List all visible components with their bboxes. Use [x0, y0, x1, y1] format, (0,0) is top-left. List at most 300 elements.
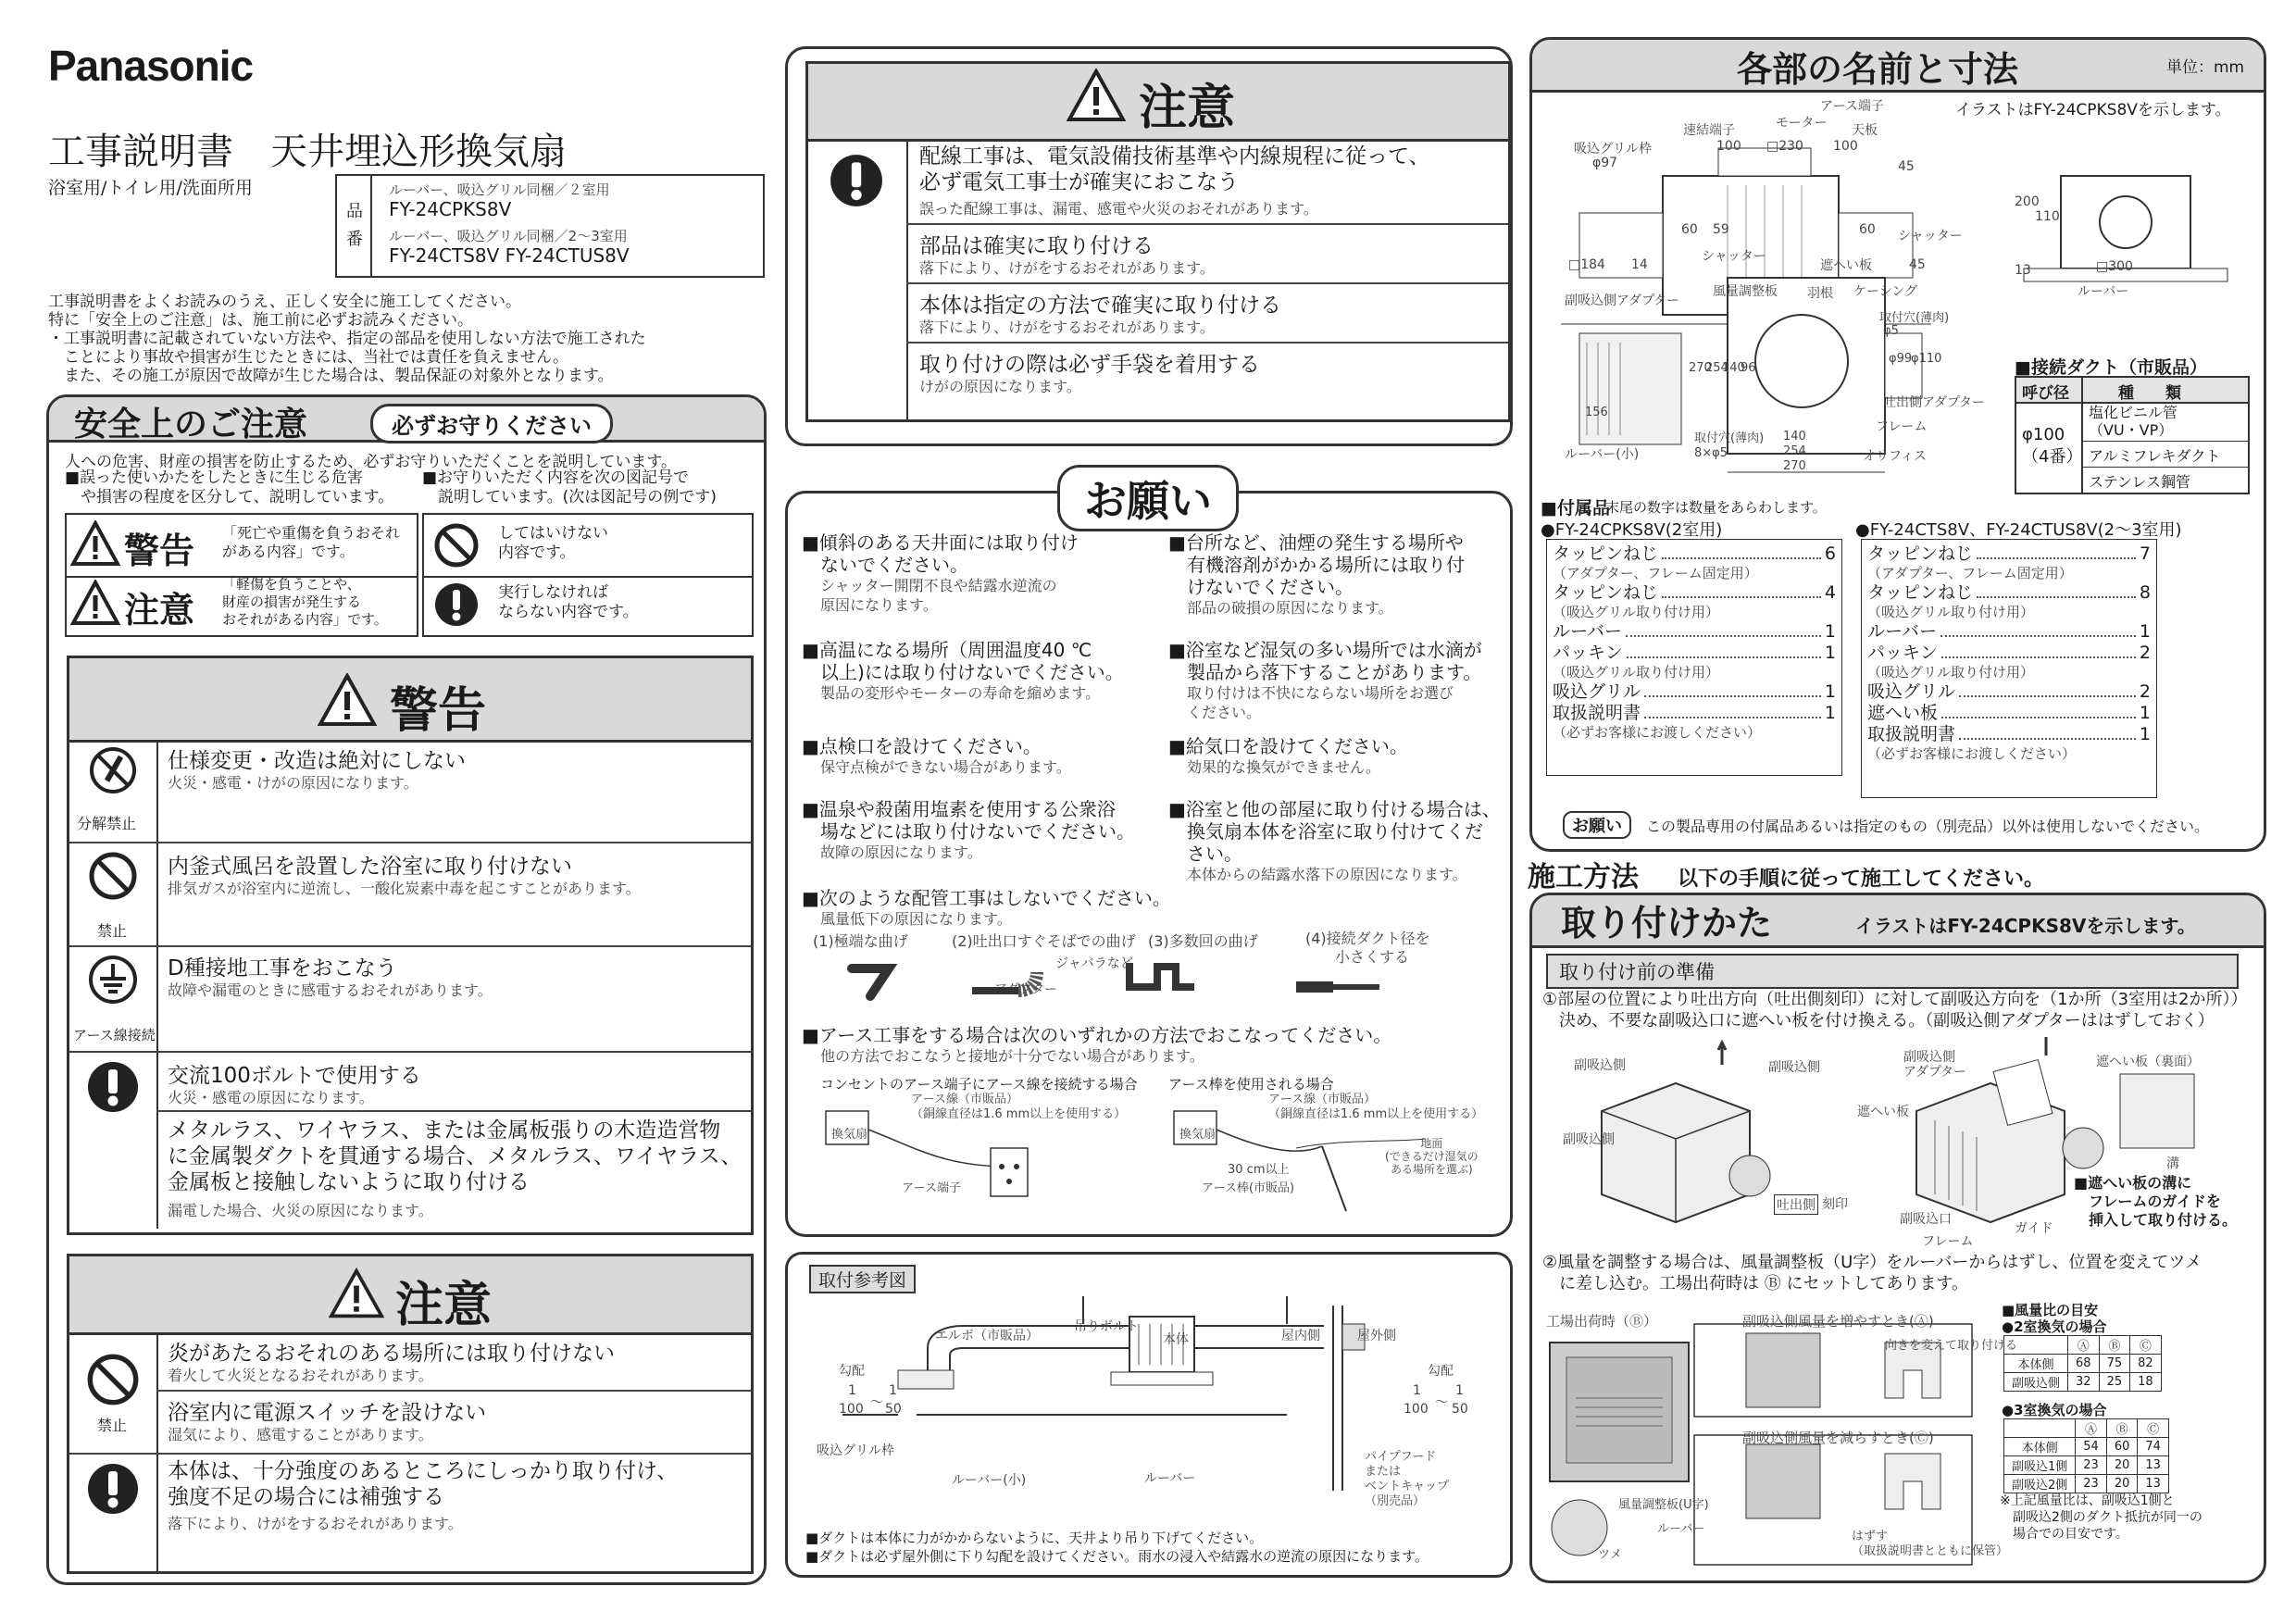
warning-sub: 排気ガスが浴室内に逆流し、一酸化炭素中毒を起こすことがあります。 — [168, 880, 641, 897]
accessories-onegai-text: この製品専用の付属品あるいは指定のもの（別売品）以外は使用しないでください。 — [1646, 818, 2210, 835]
accessory-qty: 8 — [2139, 582, 2151, 603]
step1-label: 副吸込側 — [1768, 1060, 1820, 1075]
product-number-box — [335, 174, 765, 278]
onegai-item — [1168, 798, 1502, 881]
ratio3-title: ●3室換気の場合 — [2002, 1402, 2107, 1418]
duct-type: アルミフレキダクト — [2089, 447, 2221, 465]
ratio-head-cell — [2004, 1336, 2068, 1355]
earth-label: 30 cm以上 — [1228, 1163, 1290, 1177]
ratio-cell: 54 — [2076, 1438, 2107, 1456]
ratio-cell: 副吸込2側 — [2004, 1475, 2076, 1493]
prohibit-icon — [86, 1353, 140, 1406]
brand-logo: Panasonic — [48, 42, 254, 90]
onegai-sub: 取り付けは不快にならない場所をお選び ください。 — [1187, 684, 1454, 721]
ratio-cell: 副吸込側 — [2004, 1373, 2068, 1392]
caution-mid-table — [805, 139, 1511, 422]
ratio-cell: 20 — [2106, 1456, 2138, 1475]
ratio-row — [2004, 1438, 2169, 1456]
dim-label: 254 — [1705, 361, 1728, 375]
dim-label: □300 — [2096, 259, 2133, 274]
accessory-qty: 4 — [1824, 582, 1836, 603]
earth-b-title: アース棒を使用される場合 — [1168, 1076, 1334, 1093]
accessory-note: （必ずお客様にお渡しください） — [1867, 745, 2077, 762]
onegai-sub: シャッター開閉不良や結露水逆流の 原因になります。 — [820, 577, 1057, 614]
caution-main: 部品は確実に取り付ける — [919, 234, 1154, 258]
dim-label: 156 — [1585, 406, 1608, 419]
caution-main: 炎があたるおそれのある場所には取り付けない — [168, 1342, 615, 1366]
ratio-head-cell: Ⓒ — [2130, 1336, 2162, 1355]
safety-badge: 必ずお守りください — [370, 404, 613, 443]
legend-warning-label: 警告 — [124, 531, 195, 571]
warning-main: D種接地工事をおこなう — [168, 956, 397, 981]
caution-left-section — [67, 1254, 754, 1574]
dim-label: 110 — [2035, 209, 2060, 224]
mandatory-icon — [86, 1060, 140, 1114]
accessory-note: （アダプター、フレーム固定用） — [1867, 565, 2073, 581]
caution-main: 本体は、十分強度のあるところにしっかり取り付け、 強度不足の場合には補強する — [168, 1459, 679, 1509]
dim-label: 60 — [1859, 222, 1876, 237]
accessory-item — [1867, 621, 2151, 643]
step1-note: ■遮へい板の溝に フレームのガイドを 挿入して取り付ける。 — [2074, 1174, 2238, 1229]
onegai-item — [802, 798, 1172, 881]
prohibit-icon — [88, 851, 138, 901]
intro-line: 特に「安全上のご注意」は、施工前に必ずお読みください。 — [48, 311, 473, 330]
accessory-name: タッピンねじ — [1867, 543, 1974, 564]
accessory-name: 遮へい板 — [1867, 703, 1939, 723]
earth-label: アース棒(市販品) — [1202, 1181, 1295, 1195]
warning-row — [69, 843, 751, 945]
dim-label: 100 — [1833, 139, 1858, 154]
reference-label: 本体 — [1163, 1332, 1189, 1347]
piping-main: ■次のような配管工事はしないでください。 — [802, 887, 1171, 909]
earth-main: ■アース工事をする場合は次のいずれかの方法でおこなってください。 — [802, 1024, 1392, 1046]
slope-numerator: 1 — [1455, 1383, 1464, 1398]
duct-table — [2015, 376, 2250, 494]
slope-numerator: 1 — [889, 1383, 897, 1398]
warning-title-icon — [318, 673, 377, 727]
dim-label: フレーム — [1876, 419, 1928, 434]
warning-icon-label: 禁止 — [97, 922, 128, 940]
accessories-a-items — [1553, 543, 1836, 742]
onegai-main: ■温泉や殺菌用塩素を使用する公衆浴 場などには取り付けないでください。 — [802, 798, 1135, 843]
install-title: 取り付けかた — [1561, 903, 1773, 943]
ratio-cell: 82 — [2130, 1355, 2162, 1373]
earth-label: 換気扇 — [1179, 1128, 1217, 1142]
duct-type: ステンレス鋼管 — [2089, 473, 2191, 491]
accessory-dots — [1626, 621, 1821, 637]
onegai-main: ■浴室と他の部屋に取り付ける場合は、 換気扇本体を浴室に取り付けてくだ さい。 — [1168, 798, 1501, 865]
accessory-dots — [1941, 703, 2136, 718]
accessory-item — [1553, 643, 1836, 664]
ratio-row — [2004, 1373, 2162, 1392]
warning-sub: 火災・感電の原因になります。 — [168, 1089, 374, 1106]
ratio-head-row — [2004, 1336, 2162, 1355]
warning-sub: 故障や漏電のときに感電するおそれがあります。 — [168, 981, 493, 999]
dim-label: 吐出側アダプター — [1883, 395, 1986, 410]
dim-label: シャッター — [1702, 249, 1766, 264]
onegai-main: ■点検口を設けてください。 — [802, 735, 1042, 757]
ratio-cell: 23 — [2076, 1456, 2107, 1475]
intro-line: 工事説明書をよくお読みのうえ、正しく安全に施工してください。 — [48, 293, 522, 311]
parts-title: 各部の名前と寸法 — [1737, 49, 2019, 90]
mandatory-icon — [86, 1462, 140, 1516]
warning-main: 交流100ボルトで使用する — [168, 1064, 421, 1088]
reference-note: ■ダクトは必ず屋外側に下り勾配を設けてください。雨水の浸入や結露水の逆流の原因になります。 — [805, 1548, 1429, 1565]
reference-label: 勾配 — [1428, 1364, 1454, 1379]
onegai-main: ■浴室など湿気の多い場所では水滴が 製品から落下することがあります。 — [1168, 639, 1482, 683]
earth-label: アース端子 — [902, 1181, 961, 1195]
ratio-cell: 13 — [2138, 1475, 2169, 1493]
dim-label: 取付穴(薄肉) — [1879, 311, 1950, 325]
warning-triangle-icon — [70, 520, 120, 567]
caution-sub: 落下により、けがをするおそれがあります。 — [919, 259, 1215, 277]
onegai-sub: 部品の破損の原因になります。 — [1187, 599, 1393, 617]
accessory-item — [1867, 643, 2151, 664]
prep-title: 取り付け前の準備 — [1546, 954, 2239, 989]
dim-label: シャッター — [1898, 229, 1963, 244]
legend-prohibit-desc: してはいけない 内容です。 — [498, 524, 608, 562]
ratio-cell: 本体側 — [2004, 1355, 2068, 1373]
onegai-sub: 保守点検ができない場合があります。 — [820, 758, 1071, 776]
accessory-item — [1867, 543, 2151, 565]
onegai-sub: 故障の原因になります。 — [820, 843, 982, 861]
dim-label: 取付穴(薄肉) 8×φ5 — [1694, 431, 1765, 460]
accessory-item — [1867, 582, 2151, 604]
caution-sub: 着火して火災となるおそれがあります。 — [168, 1367, 433, 1384]
dim-label: ルーバー(小) — [1565, 447, 1640, 462]
method-title: 施工方法 — [1528, 861, 1639, 893]
earth-connect-icon — [88, 955, 138, 1005]
slope-tilde: ～ — [1435, 1395, 1448, 1410]
ratio-head-cell — [2004, 1419, 2076, 1438]
duct-head: 種 類 — [2118, 384, 2181, 403]
piping-label: アダプター — [994, 982, 1058, 997]
accessory-name: 取扱説明書 — [1867, 724, 1956, 744]
accessory-name: タッピンねじ — [1553, 582, 1659, 603]
reference-label: 勾配 — [839, 1364, 865, 1379]
warning-main: メタルラス、ワイヤラス、または金属板張りの木造造営物 に金属製ダクトを貫通する場合、メタルラス、ワイヤラス、 金属板と接触しないように取り付ける — [168, 1118, 742, 1194]
accessory-dots — [1959, 724, 2136, 740]
ratio-row — [2004, 1456, 2169, 1475]
ratio-cell: 60 — [2106, 1438, 2138, 1456]
step1-label: 副吸込口 — [1900, 1212, 1952, 1227]
accessory-dots — [1662, 543, 1821, 559]
dim-label: 140 — [1722, 361, 1745, 375]
dim-label: ケーシング — [1853, 284, 1918, 299]
slope-numerator: 1 — [1413, 1383, 1421, 1398]
step1-label: 遮へい板（裏面） — [2096, 1055, 2200, 1069]
accessory-qty: 2 — [2139, 681, 2151, 702]
duct-head: 呼び径 — [2022, 384, 2069, 403]
product-line2: ルーバー、吸込グリル同梱／2～3室用 — [389, 228, 628, 244]
warning-row — [69, 947, 751, 1051]
warning-row — [69, 1053, 751, 1229]
onegai-sub: 製品の変形やモーターの寿命を縮めます。 — [820, 684, 1101, 702]
accessory-item — [1553, 621, 1836, 643]
install-illust-note: イラストはFY-24CPKS8Vを示します。 — [1855, 915, 2196, 937]
piping-item: (2)吐出口すぐそばでの曲げ — [952, 932, 1136, 950]
dim-label: オリフィス — [1863, 449, 1927, 464]
reference-title: 取付参考図 — [809, 1265, 916, 1293]
dim-label: 天板 — [1852, 123, 1878, 138]
accessory-item — [1553, 582, 1836, 604]
dim-label: φ97 — [1592, 156, 1618, 170]
dim-label: 270 — [1689, 361, 1712, 375]
onegai-sub: 本体からの結露水落下の原因になります。 — [1187, 866, 1467, 883]
ratio-cell: 32 — [2068, 1373, 2100, 1392]
ratio-row — [2004, 1475, 2169, 1493]
onegai-item — [802, 531, 1172, 639]
prohibit-icon — [433, 522, 480, 568]
accessory-qty: 1 — [1824, 703, 1836, 723]
step1-label: 遮へい板 — [1857, 1105, 1909, 1119]
caution-main: 配線工事は、電気設備技術基準や内線規程に従って、 必ず電気工事士が確実におこなう — [919, 144, 1430, 194]
ratio-cell: 副吸込1側 — [2004, 1456, 2076, 1475]
accessory-dots — [1940, 621, 2136, 637]
dim-label: φ110 — [1911, 352, 1942, 366]
accessory-name: ルーバー — [1553, 621, 1623, 642]
onegai-main: ■傾斜のある天井面には取り付け ないでください。 — [802, 531, 1079, 576]
earth-sub: 他の方法でおこなうと接地が十分でない場合があります。 — [820, 1047, 1204, 1065]
step1-text: ①部屋の位置により吐出方向（吐出側刻印）に対して副吸込方向を（1か所（3室用は2か所）） 決め、不要な副吸込口に遮へい板を付け換える。（副吸込側アダプターははずしておく） — [1542, 990, 2248, 1031]
accessories-title: ■付属品 — [1541, 498, 1610, 518]
onegai-item — [1168, 531, 1502, 639]
ratio-cell: 25 — [2099, 1373, 2130, 1392]
earth-label: アース線（市販品） （銅線直径は1.6 mm以上を使用する） — [1268, 1093, 1484, 1121]
accessory-dots — [1977, 582, 2136, 598]
onegai-item — [802, 735, 1172, 798]
caution-sub: 落下により、けがをするおそれがあります。 — [168, 1515, 463, 1532]
slope-denominator: 100 — [1404, 1402, 1429, 1417]
warning-icon-label: 分解禁止 — [77, 815, 137, 832]
accessory-note: （吸込グリル取り付け用） — [1553, 664, 1720, 681]
warning-sub: 漏電した場合、火災の原因になります。 — [168, 1202, 433, 1219]
legend-must-desc: 実行しなければ ならない内容です。 — [498, 583, 639, 621]
legend-caution-label: 注意 — [124, 590, 195, 631]
intro-line: ことにより事故や損害が生じたときには、当社では責任を負えません。 — [48, 348, 569, 367]
step1-label: 副吸込側 — [1574, 1058, 1626, 1073]
dim-label: 13 — [2015, 263, 2031, 278]
onegai-main: ■給気口を設けてください。 — [1168, 735, 1408, 757]
accessory-qty: 6 — [1824, 543, 1836, 564]
legend-warning — [65, 513, 418, 578]
onegai-right-col — [1168, 531, 1502, 881]
caution-mid-title: 注意 — [1139, 81, 1236, 136]
mandatory-icon — [829, 153, 884, 208]
accessory-note: （吸込グリル取り付け用） — [1867, 604, 2035, 620]
step2-label: 工場出荷時（Ⓑ） — [1546, 1313, 1658, 1330]
dim-label: □230 — [1766, 139, 1803, 154]
safety-title: 安全上のご注意 — [74, 406, 308, 443]
warning-row — [69, 740, 751, 842]
step1-label: 溝 — [2166, 1156, 2179, 1171]
accessory-dots — [1941, 643, 2136, 658]
caution-title-icon — [329, 1268, 384, 1319]
accessory-name: 吸込グリル — [1867, 681, 1956, 702]
step1-label: フレーム — [1922, 1234, 1974, 1249]
accessories-a-list — [1546, 539, 1842, 776]
ratio-cell: 74 — [2138, 1438, 2169, 1456]
piping-sub: 風量低下の原因になります。 — [820, 910, 1012, 928]
dim-label: 45 — [1909, 257, 1926, 272]
ratio-title: ■風量比の目安 — [2002, 1302, 2099, 1318]
legend-must — [422, 574, 754, 637]
onegai-item — [1168, 639, 1502, 735]
accessory-name: 取扱説明書 — [1553, 703, 1641, 723]
ratio2-table — [2003, 1335, 2162, 1392]
ratio-head-cell: Ⓑ — [2099, 1336, 2130, 1355]
accessory-item — [1553, 703, 1836, 724]
dim-label: φ5 — [1883, 324, 1899, 338]
piping-item: (3)多数回の曲げ — [1148, 932, 1258, 950]
parts-unit: 単位：mm — [2166, 58, 2245, 77]
ratio-cell: 18 — [2130, 1373, 2162, 1392]
slope-tilde: ～ — [870, 1395, 883, 1410]
accessory-name: パッキン — [1553, 643, 1623, 663]
step1-label: ガイド — [2015, 1221, 2053, 1236]
duct-type: 塩化ビニル管 （VU・VP） — [2089, 404, 2178, 439]
ratio-cell: 20 — [2106, 1475, 2138, 1493]
dim-label: 140 — [1783, 430, 1806, 443]
ratio3-table — [2003, 1418, 2169, 1493]
dim-label: 270 — [1783, 459, 1806, 473]
ratio-cell: 本体側 — [2004, 1438, 2076, 1456]
caution-left-title: 注意 — [395, 1278, 493, 1333]
accessory-name: 吸込グリル — [1553, 681, 1641, 702]
step2-label: ルーバー — [1657, 1522, 1705, 1536]
onegai-item — [1168, 735, 1502, 798]
caution-sub: けがの原因になります。 — [919, 378, 1081, 395]
reference-note: ■ダクトは本体に力がかからないように、天井より吊り下げてください。 — [805, 1530, 1264, 1546]
onegai-main: ■台所など、油煙の発生する場所や 有機溶剤がかかる場所には取り付 けないでください。 — [1168, 531, 1465, 598]
ratio-cell: 75 — [2099, 1355, 2130, 1373]
earth-label: 換気扇 — [831, 1128, 868, 1142]
warning-main: 内釜式風呂を設置した浴室に取り付けない — [168, 855, 572, 879]
dim-label: 羽根 — [1807, 286, 1833, 301]
step2-label: ツメ — [1598, 1548, 1622, 1562]
dim-label: 吸込グリル枠 — [1574, 142, 1652, 156]
dim-label: 14 — [1631, 257, 1648, 272]
onegai-item — [802, 639, 1172, 735]
accessory-dots — [1644, 703, 1821, 718]
accessory-qty: 7 — [2139, 543, 2151, 564]
caution-main: 浴室内に電源スイッチを設けない — [168, 1401, 487, 1425]
step2-text: ②風量を調整する場合は、風量調整板（U字）をルーバーからはずし、位置を変えてツメ に差し込む。工場出荷時は Ⓑ にセットしてあります。 — [1542, 1253, 2202, 1293]
duct-size: φ100 （4番） — [2022, 425, 2083, 467]
warning-title: 警告 — [390, 683, 487, 739]
dim-label: 速結端子 — [1683, 123, 1735, 138]
accessory-qty: 1 — [2139, 703, 2151, 723]
dim-label: ルーバー — [2078, 284, 2129, 299]
earth-label: アース線（市販品） （銅線直径は1.6 mm以上を使用する） — [911, 1093, 1127, 1121]
caution-title-icon — [1067, 69, 1126, 122]
accessory-name: タッピンねじ — [1867, 582, 1974, 603]
accessories-b-items — [1867, 543, 2151, 763]
earth-a-title: コンセントのアース端子にアース線を接続する場合 — [820, 1076, 1138, 1093]
accessory-qty: 1 — [1824, 621, 1836, 642]
accessory-dots — [1627, 643, 1821, 658]
accessories-b-title: ●FY-24CTS8V、FY-24CTUS8V(2～3室用) — [1855, 520, 2182, 540]
onegai-title: お願い — [1057, 465, 1239, 531]
step2-label: 風量調整板(U字) — [1618, 1498, 1709, 1512]
accessory-qty: 1 — [2139, 724, 2151, 744]
accessory-qty: 1 — [1824, 643, 1836, 663]
step2-label: 向きを変えて取り付ける — [1885, 1339, 2018, 1353]
accessories-title-note: 末尾の数字は数量をあらわします。 — [1605, 499, 1827, 516]
caution-main: 取り付けの際は必ず手袋を着用する — [919, 353, 1260, 377]
accessory-item — [1867, 724, 2151, 745]
step2-label: 副吸込側風量を増やすとき(Ⓐ) — [1742, 1313, 1934, 1330]
accessories-onegai-badge: お願い — [1563, 811, 1631, 839]
ratio-row — [2004, 1355, 2162, 1373]
caution-main: 本体は指定の方法で確実に取り付ける — [919, 294, 1281, 318]
step2-label: 副吸込側風量を減らすとき(Ⓒ) — [1742, 1430, 1934, 1446]
earth-label: 地面 (できるだけ湿気の ある場所を選ぶ) — [1385, 1137, 1479, 1176]
slope-denominator: 100 — [839, 1402, 864, 1417]
accessory-note: （必ずお客様にお渡しください） — [1553, 724, 1762, 741]
dim-label: 59 — [1713, 222, 1729, 237]
product-label-ban: 番 — [346, 230, 363, 249]
safety-desc: 人への危害、財産の損害を防止するため、必ずお守りいただくことを説明しています。 — [65, 453, 677, 471]
legend-prohibit — [422, 513, 754, 578]
caution-sub: 誤った配線工事は、漏電、感電や火災のおそれがあります。 — [919, 200, 1318, 218]
dim-label: 100 — [1716, 139, 1741, 154]
caution-triangle-icon — [70, 580, 120, 626]
accessory-note: （吸込グリル取り付け用） — [1867, 664, 2035, 681]
caution-sub: 湿気により、感電することがあります。 — [168, 1426, 433, 1443]
accessory-item — [1867, 703, 2151, 724]
mandatory-icon — [433, 581, 480, 628]
dim-label: アース端子 — [1820, 99, 1884, 114]
onegai-sub: 効果的な換気ができません。 — [1187, 758, 1380, 776]
accessory-qty: 1 — [2139, 621, 2151, 642]
accessories-a-title: ●FY-24CPKS8V(2室用) — [1541, 520, 1723, 540]
dim-label: 200 — [2015, 194, 2040, 209]
accessory-dots — [1662, 582, 1821, 598]
parts-illust-note: イラストはFY-24CPKS8Vを示します。 — [1955, 101, 2231, 119]
usage-text: 浴室用/トイレ用/洗面所用 — [48, 178, 253, 198]
dim-label: 60 — [1681, 222, 1698, 237]
accessory-qty: 2 — [2139, 643, 2151, 663]
ratio-head-cell: Ⓒ — [2138, 1419, 2169, 1438]
intro-line: また、その施工が原因で故障が生じた場合は、製品保証の対象外となります。 — [48, 367, 614, 385]
dim-label: 副吸込側アダプター — [1565, 294, 1680, 308]
piping-item: (4)接続ダクト径を 小さくする — [1305, 930, 1430, 966]
accessory-name: パッキン — [1867, 643, 1938, 663]
ratio-head-row — [2004, 1419, 2169, 1438]
legend-caution-desc: 「軽傷を負うことや、 財産の損害が発生する おそれがある内容」です。 — [222, 576, 388, 628]
step1-label: 刻印 — [1822, 1197, 1848, 1212]
step2-label: はずす （取扱説明書とともに保管） — [1852, 1530, 2009, 1558]
accessory-item — [1553, 543, 1836, 565]
reference-label: 屋内側 — [1281, 1329, 1320, 1343]
reference-label: 屋外側 — [1357, 1329, 1396, 1343]
accessory-name: タッピンねじ — [1553, 543, 1659, 564]
intro-line: ・工事説明書に記載されていない方法や、指定の部品を使用しない方法で施工された — [48, 330, 646, 348]
ratio-note: ※上記風量比は、副吸込1側と 副吸込2側のダクト抵抗が同一の 場合での目安です。 — [2000, 1493, 2202, 1542]
slope-numerator: 1 — [848, 1383, 856, 1398]
reference-label: 吊りボルト — [1074, 1319, 1139, 1334]
reference-label: ルーバー — [1144, 1471, 1196, 1486]
step1-label: 吐出側 — [1774, 1194, 1818, 1215]
piping-item: (1)極端な曲げ — [813, 932, 908, 950]
reference-label: エルボ（市販品） — [935, 1329, 1039, 1343]
dim-label: 45 — [1898, 159, 1915, 174]
piping-illustrations — [833, 954, 1481, 1009]
accessory-item — [1867, 681, 2151, 703]
ratio-cell: 68 — [2068, 1355, 2100, 1373]
accessory-qty: 1 — [1824, 681, 1836, 702]
